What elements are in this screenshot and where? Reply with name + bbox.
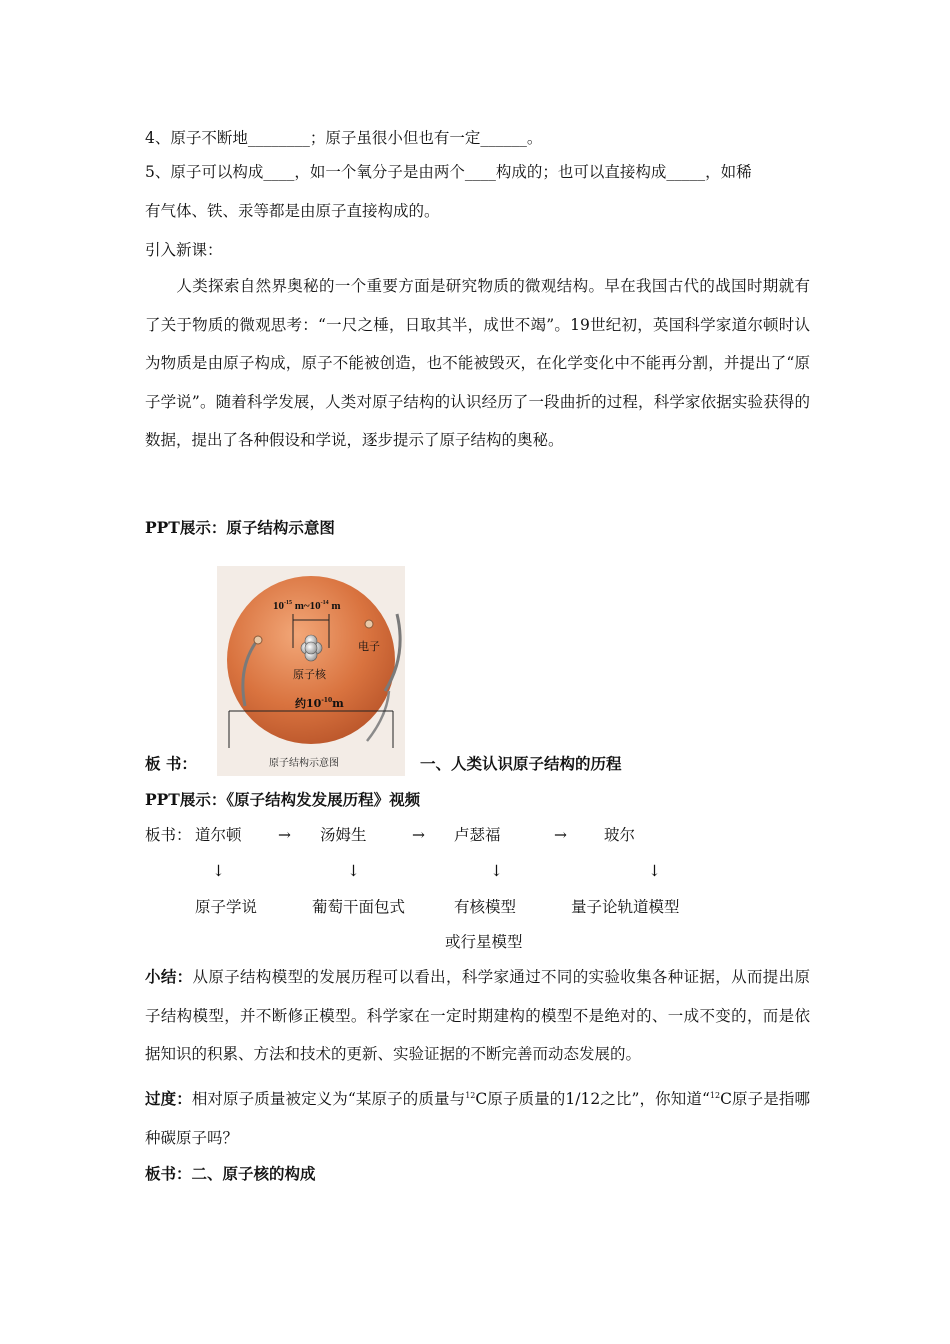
arrow-right-2: → — [412, 826, 425, 844]
scientist-2: 汤姆生 — [320, 826, 367, 844]
summary-label: 小结： — [145, 967, 193, 986]
board-label-2: 板书： — [145, 826, 192, 844]
arrow-down-4: ↓ — [648, 862, 661, 880]
model-3-alt: 或行星模型 — [445, 933, 523, 951]
atom-structure-figure — [217, 566, 405, 776]
electron-label: 电子 — [358, 640, 380, 653]
nucleus-label: 原子核 — [293, 668, 326, 681]
intro-paragraph — [145, 267, 810, 460]
ppt-heading-1: PPT展示：原子结构示意图 — [145, 518, 335, 537]
transition-paragraph: 过度：相对原子质量被定义为“某原子的质量与$^{12}$C原子质量的1/12之比”，你知道“$^{12}$C原子是指哪种碳原子吗？ — [145, 1089, 810, 1147]
electron-right — [365, 620, 373, 628]
model-3: 有核模型 — [454, 898, 517, 916]
figure-caption: 原子结构示意图 — [269, 758, 339, 769]
board-label-1: 板 书： — [145, 754, 197, 773]
scientist-3: 卢瑟福 — [454, 826, 501, 844]
model-1: 原子学说 — [195, 898, 258, 916]
nucleus-size-label: $10^{-15}$ $m\sim 10^{-14}$ m — [273, 600, 341, 612]
arrow-down-3: ↓ — [490, 862, 503, 880]
question-5-line-2: 有气体、铁、汞等都是由原子直接构成的。 — [145, 202, 440, 220]
model-4: 量子论轨道模型 — [571, 898, 680, 916]
question-5-line-1: 5、原子可以构成____，如一个氧分子是由两个____构成的；也可以直接构成_____，如稀 — [145, 163, 752, 181]
atom-structure-diagram — [217, 566, 405, 776]
atom-size-label: 约$10^{-10}m$ — [295, 697, 344, 710]
scientist-1: 道尔顿 — [195, 826, 242, 844]
summary-paragraph — [145, 958, 810, 1074]
arrow-right-1: → — [278, 826, 291, 844]
electron-left — [254, 636, 262, 644]
arrow-down-2: ↓ — [347, 862, 360, 880]
arrow-down-1: ↓ — [212, 862, 225, 880]
intro-paragraph-text: 人类探索自然界奥秘的一个重要方面是研究物质的微观结构。早在我国古代的战国时期就有了关于物质的微观思考：“一尺之棰，日取其半，成世不竭”。19世纪初，英国科学家道尔顿时认为物质是由原子构成，原子不能被创造，也不能被毁灭，在化学变化中不能再分割，并提出了“原子学说”。随着科学发展，人类对原子结构的认识经历了一段曲折的过程，科学家依据实验获得的数据，提出了各种假设和学说，逐步提示了原子结构的奥秘。 — [145, 277, 810, 449]
board-heading-3: 板书：二、原子核的构成 — [145, 1164, 316, 1183]
intro-heading: 引入新课： — [145, 241, 223, 259]
model-2: 葡萄干面包式 — [312, 898, 406, 916]
ppt-heading-2: PPT展示：《原子结构发发展历程》视频 — [145, 790, 421, 809]
board-title-1: 一、人类认识原子结构的历程 — [420, 754, 622, 773]
scientist-4: 玻尔 — [604, 826, 636, 844]
arrow-right-3: → — [554, 826, 567, 844]
question-4: 4、原子不断地________；原子虽很小但也有一定______。 — [145, 129, 543, 147]
summary-text: 从原子结构模型的发展历程可以看出，科学家通过不同的实验收集各种证据，从而提出原子结构模型，并不断修正模型。科学家在一定时期建构的模型不是绝对的、一成不变的，而是依据知识的积累、方法和技术的更新、实验证据的不断完善而动态发展的。 — [145, 968, 810, 1063]
transition-label: 过度： — [145, 1089, 192, 1109]
